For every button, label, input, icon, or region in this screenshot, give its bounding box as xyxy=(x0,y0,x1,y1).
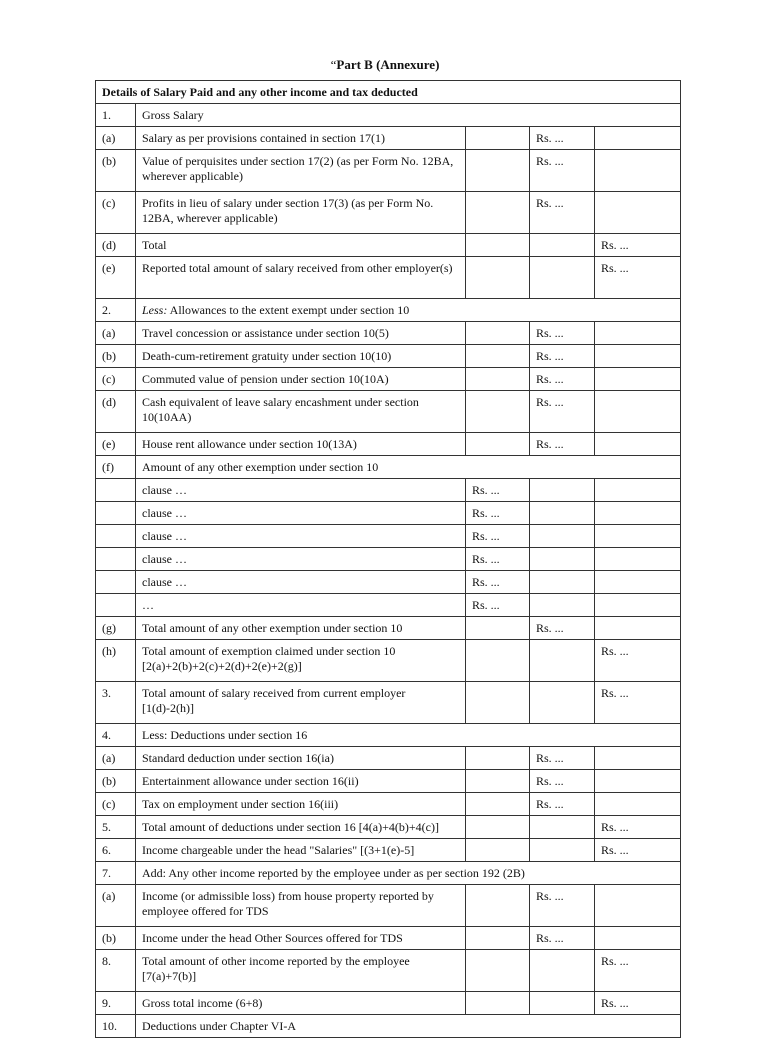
total-amount-cell: Rs. ... xyxy=(595,839,681,862)
total-amount-cell xyxy=(595,927,681,950)
table-row xyxy=(96,682,681,724)
row-number: (f) xyxy=(96,456,136,479)
amount-cell xyxy=(530,571,595,594)
total-amount-cell xyxy=(595,617,681,640)
amount-cell: Rs. ... xyxy=(530,391,595,433)
table-row xyxy=(96,322,681,345)
row-number: 9. xyxy=(96,992,136,1015)
row-label: clause … xyxy=(136,548,466,571)
sub-amount-cell xyxy=(466,257,530,299)
amount-cell: Rs. ... xyxy=(530,345,595,368)
sub-amount-cell xyxy=(466,927,530,950)
table-row xyxy=(96,150,681,192)
table-row xyxy=(96,345,681,368)
row-number: 4. xyxy=(96,724,136,747)
row-label: Total xyxy=(136,234,466,257)
amount-cell: Rs. ... xyxy=(530,885,595,927)
total-amount-cell xyxy=(595,747,681,770)
total-amount-cell xyxy=(595,571,681,594)
row-number: 2. xyxy=(96,299,136,322)
row-number: (d) xyxy=(96,391,136,433)
row-label: Income under the head Other Sources offered for TDS xyxy=(136,927,466,950)
amount-cell xyxy=(530,234,595,257)
sub-amount-cell xyxy=(466,127,530,150)
amount-cell xyxy=(530,950,595,992)
row-label-text: Allowances to the extent exempt under section 10 xyxy=(167,303,410,317)
row-label: Salary as per provisions contained in section 17(1) xyxy=(136,127,466,150)
total-amount-cell xyxy=(595,502,681,525)
table-row xyxy=(96,1015,681,1038)
row-label: Total amount of other income reported by the employee [7(a)+7(b)] xyxy=(136,950,466,992)
row-number: 1. xyxy=(96,104,136,127)
total-amount-cell: Rs. ... xyxy=(595,682,681,724)
sub-amount-cell: Rs. ... xyxy=(466,548,530,571)
sub-amount-cell: Rs. ... xyxy=(466,525,530,548)
table-row xyxy=(96,927,681,950)
sub-amount-cell xyxy=(466,682,530,724)
row-number: (a) xyxy=(96,322,136,345)
table-row xyxy=(96,862,681,885)
table-row xyxy=(96,770,681,793)
page-title xyxy=(0,57,770,73)
sub-amount-cell xyxy=(466,234,530,257)
sub-amount-cell xyxy=(466,617,530,640)
table-row xyxy=(96,502,681,525)
amount-cell xyxy=(530,682,595,724)
row-label: Travel concession or assistance under section 10(5) xyxy=(136,322,466,345)
total-amount-cell xyxy=(595,525,681,548)
total-amount-cell xyxy=(595,479,681,502)
row-label: clause … xyxy=(136,525,466,548)
row-number: (g) xyxy=(96,617,136,640)
amount-cell xyxy=(530,525,595,548)
row-label: Value of perquisites under section 17(2) (as per Form No. 12BA, wherever applicable) xyxy=(136,150,466,192)
row-label: clause … xyxy=(136,502,466,525)
table-row xyxy=(96,433,681,456)
row-number: (c) xyxy=(96,793,136,816)
row-label: Reported total amount of salary received from other employer(s) xyxy=(136,257,466,299)
table-row xyxy=(96,525,681,548)
row-number: (a) xyxy=(96,885,136,927)
sub-amount-cell xyxy=(466,150,530,192)
row-label: Total amount of salary received from current employer [1(d)-2(h)] xyxy=(136,682,466,724)
table-header-row xyxy=(96,81,681,104)
sub-amount-cell xyxy=(466,839,530,862)
row-label: Commuted value of pension under section 10(10A) xyxy=(136,368,466,391)
table-row xyxy=(96,816,681,839)
amount-cell xyxy=(530,992,595,1015)
total-amount-cell xyxy=(595,322,681,345)
total-amount-cell xyxy=(595,368,681,391)
row-label: Total amount of exemption claimed under section 10 [2(a)+2(b)+2(c)+2(d)+2(e)+2(g)] xyxy=(136,640,466,682)
row-label: Amount of any other exemption under section 10 xyxy=(136,456,681,479)
row-label: Cash equivalent of leave salary encashment under section 10(10AA) xyxy=(136,391,466,433)
total-amount-cell: Rs. ... xyxy=(595,950,681,992)
row-number: (e) xyxy=(96,257,136,299)
row-label: Add: Any other income reported by the employee under as per section 192 (2B) xyxy=(136,862,681,885)
row-label: Total amount of deductions under section 16 [4(a)+4(b)+4(c)] xyxy=(136,816,466,839)
amount-cell xyxy=(530,502,595,525)
total-amount-cell xyxy=(595,192,681,234)
total-amount-cell xyxy=(595,345,681,368)
row-label: clause … xyxy=(136,479,466,502)
row-number: (b) xyxy=(96,150,136,192)
total-amount-cell: Rs. ... xyxy=(595,257,681,299)
table-row xyxy=(96,747,681,770)
row-label: Gross Salary xyxy=(136,104,681,127)
row-label: Income chargeable under the head "Salaries" [(3+1(e)-5] xyxy=(136,839,466,862)
sub-amount-cell xyxy=(466,950,530,992)
table-row xyxy=(96,391,681,433)
row-label: Entertainment allowance under section 16(ii) xyxy=(136,770,466,793)
amount-cell xyxy=(530,257,595,299)
table-row xyxy=(96,234,681,257)
row-label: Standard deduction under section 16(ia) xyxy=(136,747,466,770)
row-number: 7. xyxy=(96,862,136,885)
table-row xyxy=(96,724,681,747)
row-number: (e) xyxy=(96,433,136,456)
table-row xyxy=(96,992,681,1015)
row-number: (b) xyxy=(96,927,136,950)
total-amount-cell xyxy=(595,770,681,793)
row-number: (c) xyxy=(96,192,136,234)
sub-amount-cell xyxy=(466,368,530,391)
row-label-emphasis: Less: xyxy=(142,303,168,317)
table-row xyxy=(96,548,681,571)
row-label: Gross total income (6+8) xyxy=(136,992,466,1015)
row-number xyxy=(96,548,136,571)
table-row xyxy=(96,617,681,640)
amount-cell: Rs. ... xyxy=(530,770,595,793)
amount-cell xyxy=(530,839,595,862)
table-row xyxy=(96,257,681,299)
sub-amount-cell xyxy=(466,747,530,770)
sub-amount-cell xyxy=(466,992,530,1015)
table-row xyxy=(96,594,681,617)
row-label: Profits in lieu of salary under section 17(3) (as per Form No. 12BA, wherever applicable) xyxy=(136,192,466,234)
row-number: 8. xyxy=(96,950,136,992)
row-number: (a) xyxy=(96,127,136,150)
amount-cell: Rs. ... xyxy=(530,368,595,391)
sub-amount-cell xyxy=(466,793,530,816)
total-amount-cell xyxy=(595,433,681,456)
table-row xyxy=(96,571,681,594)
row-label: Income (or admissible loss) from house property reported by employee offered for TDS xyxy=(136,885,466,927)
table-row xyxy=(96,192,681,234)
row-number: 5. xyxy=(96,816,136,839)
sub-amount-cell xyxy=(466,322,530,345)
table-row xyxy=(96,456,681,479)
total-amount-cell xyxy=(595,150,681,192)
sub-amount-cell: Rs. ... xyxy=(466,571,530,594)
sub-amount-cell xyxy=(466,391,530,433)
row-label xyxy=(136,299,681,322)
amount-cell xyxy=(530,594,595,617)
table-row xyxy=(96,950,681,992)
amount-cell: Rs. ... xyxy=(530,747,595,770)
amount-cell xyxy=(530,640,595,682)
row-label: Less: Deductions under section 16 xyxy=(136,724,681,747)
table-row xyxy=(96,839,681,862)
total-amount-cell: Rs. ... xyxy=(595,234,681,257)
table-row xyxy=(96,793,681,816)
total-amount-cell xyxy=(595,127,681,150)
salary-details-table xyxy=(95,80,681,1038)
row-number: 6. xyxy=(96,839,136,862)
total-amount-cell xyxy=(595,793,681,816)
amount-cell: Rs. ... xyxy=(530,793,595,816)
amount-cell xyxy=(530,479,595,502)
row-number xyxy=(96,479,136,502)
amount-cell: Rs. ... xyxy=(530,127,595,150)
sub-amount-cell xyxy=(466,640,530,682)
row-label: House rent allowance under section 10(13A) xyxy=(136,433,466,456)
sub-amount-cell xyxy=(466,885,530,927)
table-row xyxy=(96,640,681,682)
sub-amount-cell: Rs. ... xyxy=(466,479,530,502)
row-label: … xyxy=(136,594,466,617)
sub-amount-cell xyxy=(466,770,530,793)
row-number: (a) xyxy=(96,747,136,770)
row-number: (d) xyxy=(96,234,136,257)
sub-amount-cell xyxy=(466,816,530,839)
amount-cell: Rs. ... xyxy=(530,433,595,456)
amount-cell: Rs. ... xyxy=(530,192,595,234)
amount-cell: Rs. ... xyxy=(530,617,595,640)
amount-cell xyxy=(530,548,595,571)
table-header: Details of Salary Paid and any other income and tax deducted xyxy=(96,81,681,104)
amount-cell xyxy=(530,816,595,839)
row-number xyxy=(96,502,136,525)
row-label: Total amount of any other exemption under section 10 xyxy=(136,617,466,640)
row-number xyxy=(96,594,136,617)
table-row xyxy=(96,479,681,502)
row-number: (c) xyxy=(96,368,136,391)
row-label: Death-cum-retirement gratuity under section 10(10) xyxy=(136,345,466,368)
sub-amount-cell: Rs. ... xyxy=(466,594,530,617)
total-amount-cell xyxy=(595,885,681,927)
total-amount-cell xyxy=(595,391,681,433)
total-amount-cell xyxy=(595,548,681,571)
amount-cell: Rs. ... xyxy=(530,927,595,950)
sub-amount-cell xyxy=(466,345,530,368)
page-title-text: Part B (Annexure) xyxy=(336,57,440,72)
amount-cell: Rs. ... xyxy=(530,150,595,192)
row-number: (b) xyxy=(96,345,136,368)
sub-amount-cell: Rs. ... xyxy=(466,502,530,525)
sub-amount-cell xyxy=(466,433,530,456)
table-row xyxy=(96,104,681,127)
table-row xyxy=(96,885,681,927)
row-label: Tax on employment under section 16(iii) xyxy=(136,793,466,816)
sub-amount-cell xyxy=(466,192,530,234)
table-row xyxy=(96,299,681,322)
row-label: clause … xyxy=(136,571,466,594)
row-number: 3. xyxy=(96,682,136,724)
amount-cell: Rs. ... xyxy=(530,322,595,345)
row-number: 10. xyxy=(96,1015,136,1038)
row-label: Deductions under Chapter VI-A xyxy=(136,1015,681,1038)
total-amount-cell: Rs. ... xyxy=(595,640,681,682)
opening-quote: “ xyxy=(330,57,337,72)
total-amount-cell xyxy=(595,594,681,617)
table-row xyxy=(96,368,681,391)
row-number xyxy=(96,525,136,548)
row-number xyxy=(96,571,136,594)
total-amount-cell: Rs. ... xyxy=(595,992,681,1015)
table-row xyxy=(96,127,681,150)
row-number: (b) xyxy=(96,770,136,793)
row-number: (h) xyxy=(96,640,136,682)
total-amount-cell: Rs. ... xyxy=(595,816,681,839)
